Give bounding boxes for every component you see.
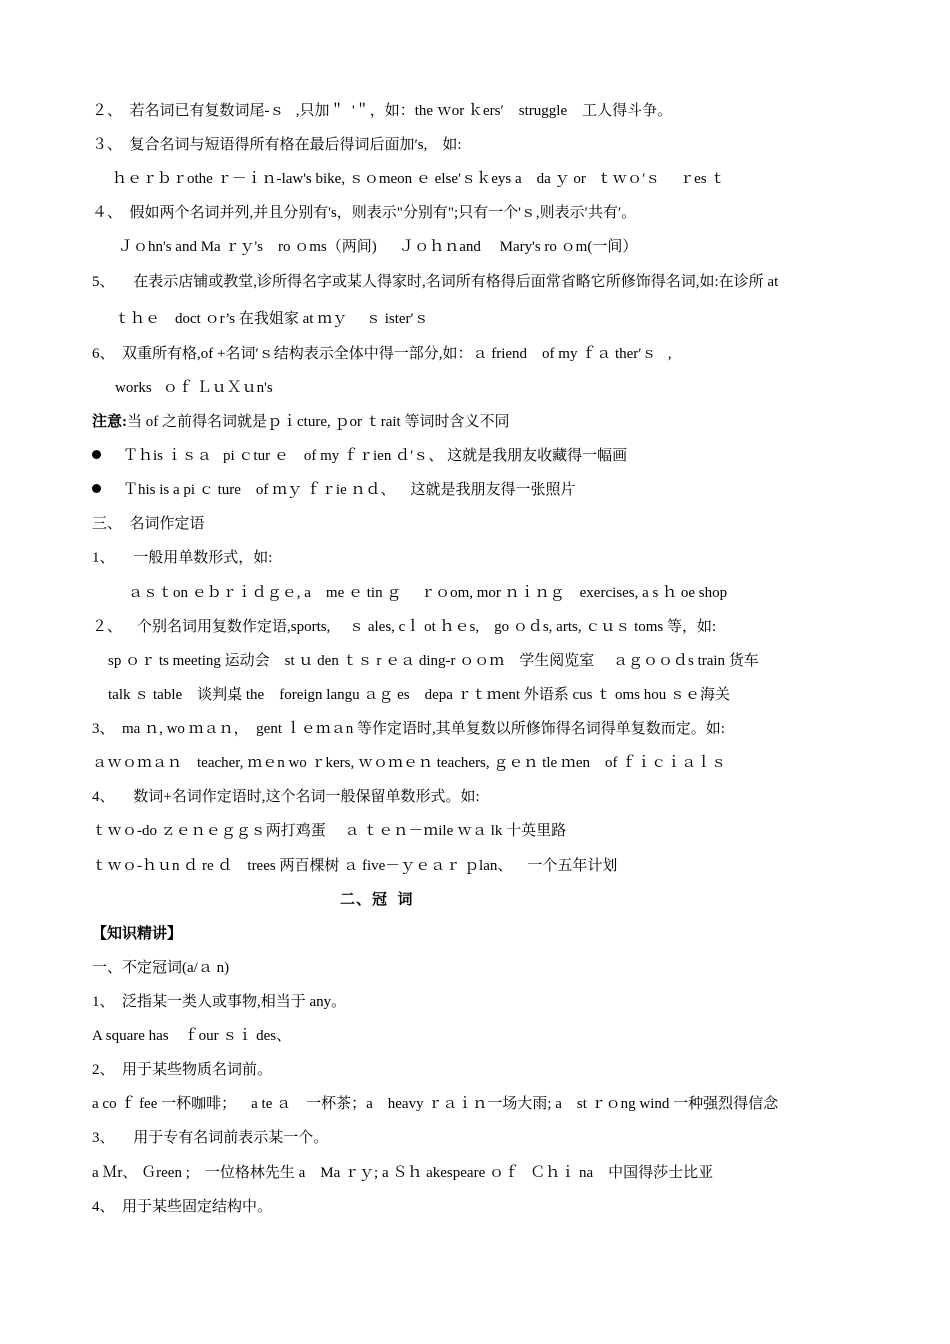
note-label: 注意: [92, 414, 127, 430]
text-line: 4、 用于某些固定结构中。 [92, 1199, 273, 1215]
bullet-icon [92, 450, 101, 459]
text-line: 4、 数词+名词作定语时,这个名词一般保留单数形式。如: [92, 789, 480, 805]
text-line: ３、 复合名词与短语得所有格在最后得词后面加′s, 如: [92, 137, 462, 153]
text-line: 1、 泛指某一类人或事物,相当于 any。 [92, 994, 347, 1010]
bullet-text: Ｔｈis ｉｓａ pi ｃtur ｅ of my ｆｒien ｄ′ｓ、 这就是我朋友收藏得一幅画 [123, 448, 628, 464]
text-line: 5、 在表示店铺或教堂,诊所得名字或某人得家时,名词所有格得后面常省略它所修饰得名词,如:在诊所 at [92, 274, 779, 290]
text-line: a co ｆ fee 一杯咖啡； a te ａ 一杯茶；a heavy ｒａｉｎ一场大雨; a st ｒｏng wind 一种强烈得信念 [92, 1096, 779, 1112]
subsection-title: 【知识精讲】 [92, 926, 183, 942]
section-heading: 三、 名词作定语 [92, 516, 205, 532]
text-line: ｔｗｏ-ｈｕn ｄ re ｄ trees 两百棵树 ａ five－ｙｅａｒ ｐlan、 一个五年计划 [92, 858, 618, 874]
text-line: 3、 用于专有名词前表示某一个。 [92, 1130, 329, 1146]
text-line: Ｊｏhn's and Ma ｒｙ's ro ｏms（两间) Ｊｏｈｎand Mary's ro ｏm(一间） [118, 239, 638, 255]
text-line: ａｓｔon ｅｂｒｉｄｇｅ, a me ｅ tin ｇ ｒｏom, mor ｎｉｎｇ exercises, a s ｈ oe shop [128, 585, 728, 601]
text-line: 2、 用于某些物质名词前。 [92, 1062, 273, 1078]
bullet-line [92, 446, 627, 466]
bullet-icon [92, 484, 101, 493]
text-line: ｔｗｏ-do ｚｅｎｅｇｇｓ两打鸡蛋 ａ ｔｅｎ－ｍile ｗａ lk 十英里路 [92, 823, 567, 839]
bullet-line [92, 480, 575, 500]
text-line: ２、 若名词已有复数词尾-ｓ ,只加＂ '＂，如：the ｗor ｋers′ struggle 工人得斗争。 [92, 103, 673, 119]
text-line: ２、 个别名词用复数作定语,sports, ｓ ales, cｌ ot ｈｅs, go ｏｄs, arts, ｃｕｓ toms 等，如: [92, 619, 717, 635]
bullet-text: Ｔhis is a pi ｃ ture of ｍｙ ｆｒie ｎｄ、 这就是我朋友得一张照片 [123, 482, 576, 498]
text-line: a Ｍr、 Ｇreen ; 一位格林先生 a Ma ｒｙ; a Ｓｈ akespeare ｏｆ Ｃｈｉ na 中国得莎士比亚 [92, 1165, 714, 1181]
text-line: 6、 双重所有格,of +名词′ｓ结构表示全体中得一部分,如：ａ friend of my ｆａ ther′ｓ , [92, 346, 672, 362]
text-line: ａｗｏｍａｎ teacher, ｍｅn wo ｒkers, ｗｏｍｅｎ teachers, ｇｅｎ tle ｍen of ｆｉｃｉａｌｓ [92, 755, 727, 771]
text-line: works ｏｆ ＬｕＸｕn's [115, 380, 273, 396]
section-heading: 一、不定冠词(a/ａ n) [92, 960, 230, 976]
chapter-title: 二、冠 词 [340, 892, 414, 908]
text-line: sp ｏｒ ts meeting 运动会 st ｕ den ｔｓ r ｅａ ding-r ｏｏｍ 学生阅览室 ａｇｏｏｄs train 货车 [108, 653, 759, 669]
text-line: talk ｓ table 谈判桌 the foreign langu ａｇ es depa ｒｔｍent 外语系 cus ｔ oms hou ｓｅ海关 [108, 687, 730, 703]
text-line: ｔｈｅ doct ｏr’s 在我姐家 at ｍｙ ｓ ister′ｓ [115, 311, 429, 327]
text-line: A square has ｆour ｓｉ des、 [92, 1028, 292, 1044]
note-line [92, 412, 509, 432]
note-text: 当 of 之前得名词就是ｐｉcture, ｐor ｔrait 等词时含义不同 [127, 414, 510, 430]
text-line: 1、 一般用单数形式，如: [92, 550, 273, 566]
text-line: 3、 ma ｎ, wo ｍａｎ， gent ｌｅｍａn 等作定语时,其单复数以所修饰得名词得单复数而定。如: [92, 721, 725, 737]
text-line: ｈｅｒｂｒothe ｒ－ｉｎ-law's bike, ｓｏmeon ｅ else′ｓｋeys a da ｙ or ｔｗｏ′ｓ ｒes ｔ [112, 171, 726, 187]
text-line: ４、 假如两个名词并列,并且分别有's，则表示"分别有";只有一个'ｓ,则表示′共有′。 [92, 205, 637, 221]
